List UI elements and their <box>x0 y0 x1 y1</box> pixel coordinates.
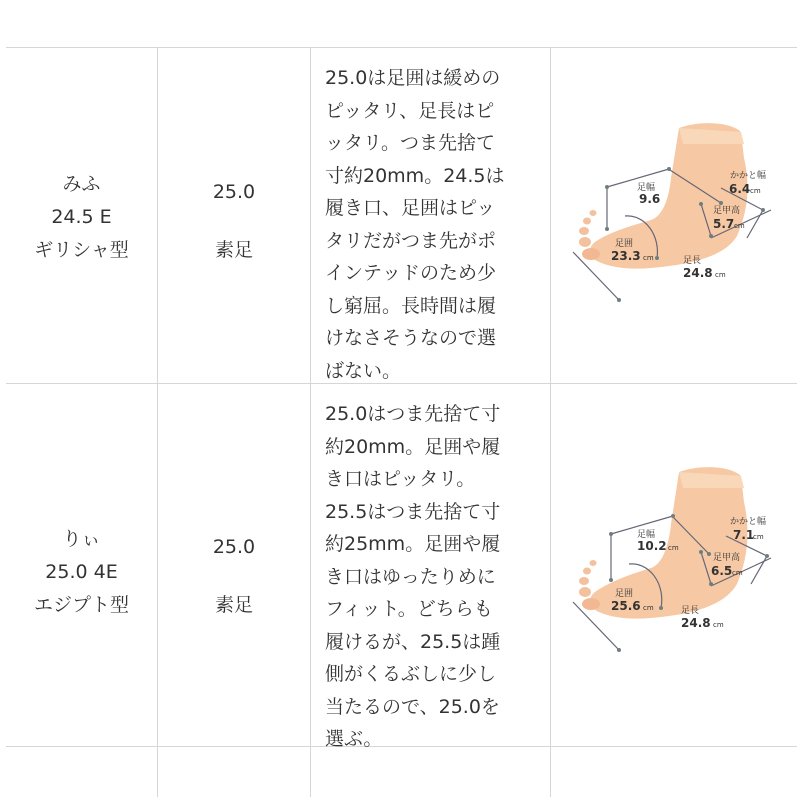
reviewer-cell <box>6 48 158 383</box>
reviewer-cell <box>6 384 158 746</box>
heel-width-unit: cm <box>753 533 764 541</box>
note-line: き口はピッタリ。 <box>325 468 476 490</box>
instep-value: 5.7 <box>713 217 735 231</box>
table-row <box>6 48 797 384</box>
note-line: タリだがつま先がポ <box>325 229 497 252</box>
note-line: 側がくるぶしに少し <box>325 663 497 685</box>
foot-illustration <box>590 467 747 619</box>
foot-diagram-cell <box>551 384 797 746</box>
note-line: 選ぶ。 <box>325 728 383 750</box>
note-line: ばない。 <box>325 359 402 382</box>
fitting-table <box>6 47 797 797</box>
instep-unit: cm <box>732 569 743 577</box>
width-unit: cm <box>668 544 679 552</box>
note-line: 当たるので、25.0を <box>325 695 500 718</box>
girth-label: 足囲 <box>615 589 634 599</box>
fit-notes <box>325 398 542 756</box>
empty-cell <box>551 747 797 797</box>
instep-value: 6.5 <box>711 564 733 578</box>
instep-label: 足甲高 <box>713 206 741 216</box>
reviewer-foot-type: エジプト型 <box>33 593 129 616</box>
heel-width-label: かかと幅 <box>730 171 767 181</box>
instep-unit: cm <box>734 222 745 230</box>
size-cell <box>158 384 311 746</box>
note-line: き口はゆったりめに <box>325 565 496 588</box>
note-line: 25.0は足囲は緩めの <box>325 67 501 89</box>
size-cell <box>158 48 311 383</box>
note-line: 履き口、足囲はピッ <box>325 197 496 219</box>
heel-width-value: 6.4 <box>729 182 751 196</box>
reviewer-name: みふ <box>62 173 101 195</box>
length-value: 24.8 <box>681 616 711 630</box>
empty-cell <box>158 747 311 797</box>
empty-cell <box>6 747 158 797</box>
foot-diagram-cell <box>551 48 797 383</box>
width-label: 足幅 <box>637 530 656 540</box>
width-value: 10.2 <box>637 539 667 553</box>
heel-width-unit: cm <box>750 187 761 195</box>
length-unit: cm <box>715 271 726 279</box>
fit-notes <box>325 62 542 387</box>
note-line: ピッタリ、足長はピ <box>325 99 495 122</box>
note-line: し窮屈。長時間は履 <box>325 294 497 317</box>
width-value: 9.6 <box>639 192 661 206</box>
foot-measurement-diagram <box>551 48 797 384</box>
note-line: インテッドのため少 <box>325 262 497 284</box>
note-line: 履けるが、25.5は踵 <box>325 630 501 653</box>
note-cell <box>311 48 551 383</box>
girth-label: 足囲 <box>615 239 634 249</box>
girth-value: 25.6 <box>611 599 641 613</box>
girth-unit: cm <box>643 254 654 262</box>
length-unit: cm <box>713 621 724 629</box>
sock-condition: 素足 <box>214 593 253 616</box>
note-line: フィット。どちらも <box>325 598 493 620</box>
heel-width-value: 7.1 <box>733 528 755 542</box>
note-cell <box>311 384 551 750</box>
note-line: 約20mm。足囲や履 <box>325 435 501 458</box>
length-label: 足長 <box>681 606 700 616</box>
sock-condition: 素足 <box>214 239 253 261</box>
table-row <box>6 747 797 797</box>
length-value: 24.8 <box>683 266 713 280</box>
girth-unit: cm <box>643 604 654 612</box>
reviewer-size-width: 24.5 E <box>51 206 112 228</box>
note-line: けなさそうなので選 <box>325 327 497 349</box>
size-value: 25.0 <box>212 535 256 558</box>
empty-cell <box>311 747 551 797</box>
reviewer-name: りぃ <box>62 527 101 550</box>
length-label: 足長 <box>683 256 702 266</box>
reviewer-foot-type: ギリシャ型 <box>34 239 129 261</box>
note-line: 25.0はつま先捨て寸 <box>325 403 501 425</box>
note-line: ッタリ。つま先捨て <box>325 132 496 154</box>
foot-measurement-diagram <box>551 384 797 747</box>
note-line: 25.5はつま先捨て寸 <box>325 500 501 523</box>
note-line: 約25mm。足囲や履 <box>325 533 501 555</box>
girth-value: 23.3 <box>611 249 641 263</box>
heel-width-label: かかと幅 <box>730 517 767 527</box>
foot-illustration <box>590 123 747 269</box>
table-row <box>6 384 797 750</box>
instep-label: 足甲高 <box>713 553 741 563</box>
size-value: 25.0 <box>212 181 256 203</box>
width-label: 足幅 <box>637 183 656 193</box>
note-line: 寸約20mm。24.5は <box>325 164 505 187</box>
reviewer-size-width: 25.0 4E <box>45 560 118 583</box>
